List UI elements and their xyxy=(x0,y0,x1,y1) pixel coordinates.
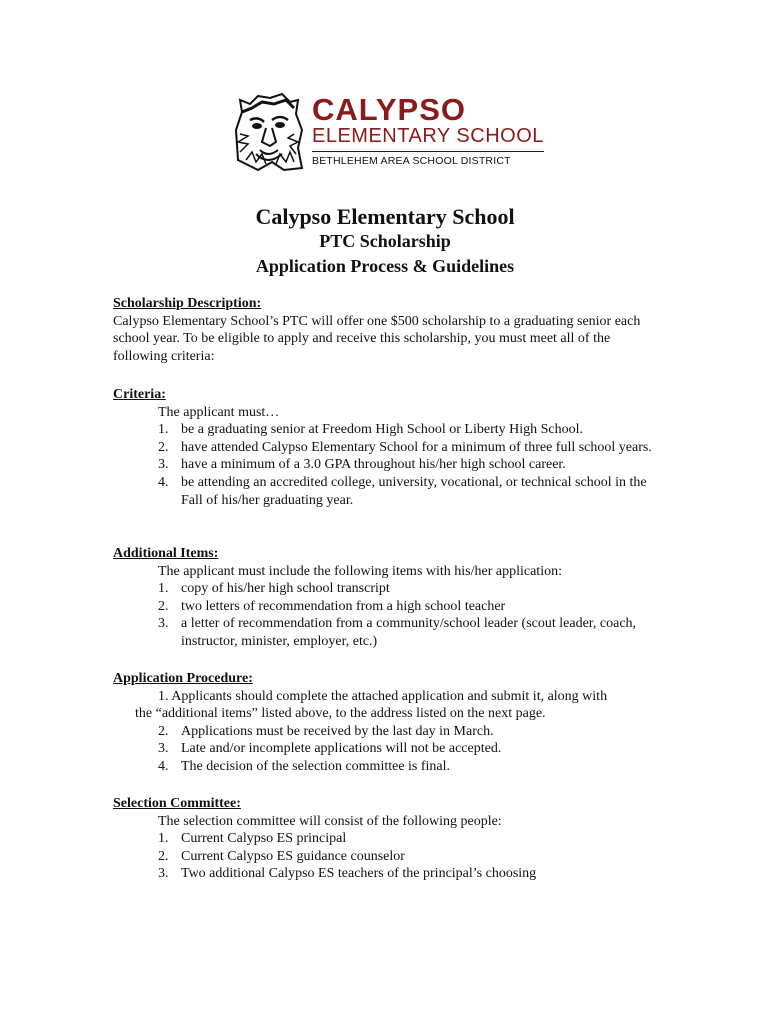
letterhead xyxy=(232,90,552,172)
list-item xyxy=(113,865,658,883)
school-name: CALYPSO xyxy=(312,92,467,127)
list-number: 1. xyxy=(158,581,169,597)
list-text: Late and/or incomplete applications will not be accepted. xyxy=(181,741,502,757)
list-number: 3. xyxy=(158,866,169,882)
list-item xyxy=(113,758,658,776)
criteria-list xyxy=(113,421,658,509)
list-item xyxy=(113,740,658,758)
school-subtitle: ELEMENTARY SCHOOL xyxy=(312,125,544,147)
criteria-section xyxy=(113,386,658,509)
list-number: 2. xyxy=(158,848,169,864)
list-number: 3. xyxy=(158,616,169,632)
list-text: have attended Calypso Elementary School for a minimum of three full school years. xyxy=(181,439,652,455)
document-subtitle-2: Application Process & Guidelines xyxy=(255,256,515,276)
list-number: 1. xyxy=(158,831,169,847)
list-item xyxy=(113,580,658,598)
list-text: copy of his/her high school transcript xyxy=(181,581,390,597)
procedure-section xyxy=(113,670,658,776)
list-number: 4. xyxy=(158,758,169,774)
section-heading: Application Procedure: xyxy=(113,671,253,686)
list-number: 4. xyxy=(158,474,169,490)
committee-intro: The selection committee will consist of the following people: xyxy=(158,813,502,829)
procedure-first-continuation: the “additional items” listed above, to the address listed on the next page. xyxy=(135,706,546,722)
list-text: Current Calypso ES principal xyxy=(181,831,347,847)
additional-intro: The applicant must include the following items with his/her application: xyxy=(158,563,562,579)
additional-list xyxy=(113,580,658,650)
cougar-mascot-icon xyxy=(232,90,304,172)
document-subtitle: PTC Scholarship xyxy=(319,231,451,251)
procedure-first-line: 1. Applicants should complete the attached application and submit it, along with xyxy=(158,688,608,704)
list-text: The decision of the selection committee is final. xyxy=(181,758,451,774)
list-number: 2. xyxy=(158,723,169,739)
list-item xyxy=(113,848,658,866)
list-number: 2. xyxy=(158,439,169,455)
document-title: Calypso Elementary School xyxy=(255,204,515,229)
list-text: be attending an accredited college, university, vocational, or technical school in the Fall of his/her graduating year. xyxy=(181,474,647,508)
district-name: BETHLEHEM AREA SCHOOL DISTRICT xyxy=(312,155,511,167)
list-text: Applications must be received by the last day in March. xyxy=(181,723,494,739)
section-heading: Additional Items: xyxy=(113,546,219,561)
section-heading: Scholarship Description: xyxy=(113,296,262,311)
additional-items-section xyxy=(113,545,658,651)
list-text: Two additional Calypso ES teachers of the principal’s choosing xyxy=(181,866,537,882)
list-number: 2. xyxy=(158,598,169,614)
list-text: two letters of recommendation from a high school teacher xyxy=(181,598,506,614)
list-text: be a graduating senior at Freedom High School or Liberty High School. xyxy=(181,422,584,438)
list-number: 3. xyxy=(158,741,169,757)
list-number: 3. xyxy=(158,457,169,473)
list-item xyxy=(113,598,658,616)
description-body: Calypso Elementary School’s PTC will offer one $500 scholarship to a graduating senior each school year. To be eligible to apply and receive this scholarship, you must meet all of the following criteria: xyxy=(113,313,641,364)
list-item xyxy=(113,421,658,439)
list-item xyxy=(113,474,658,509)
criteria-intro: The applicant must… xyxy=(158,404,280,420)
list-item xyxy=(113,439,658,457)
section-heading: Selection Committee: xyxy=(113,796,241,811)
list-item xyxy=(113,830,658,848)
description-section xyxy=(113,295,658,365)
procedure-list xyxy=(113,723,658,776)
list-item xyxy=(113,723,658,741)
list-text: have a minimum of a 3.0 GPA throughout his/her high school career. xyxy=(181,457,566,473)
list-item xyxy=(113,615,658,650)
section-heading: Criteria: xyxy=(113,387,166,402)
list-text: Current Calypso ES guidance counselor xyxy=(181,848,405,864)
list-text: a letter of recommendation from a community/school leader (scout leader, coach, instructor, minister, employer, etc.) xyxy=(181,616,637,649)
list-item xyxy=(113,456,658,474)
header-divider xyxy=(312,151,544,152)
committee-section xyxy=(113,795,658,883)
list-number: 1. xyxy=(158,422,169,438)
committee-list xyxy=(113,830,658,883)
